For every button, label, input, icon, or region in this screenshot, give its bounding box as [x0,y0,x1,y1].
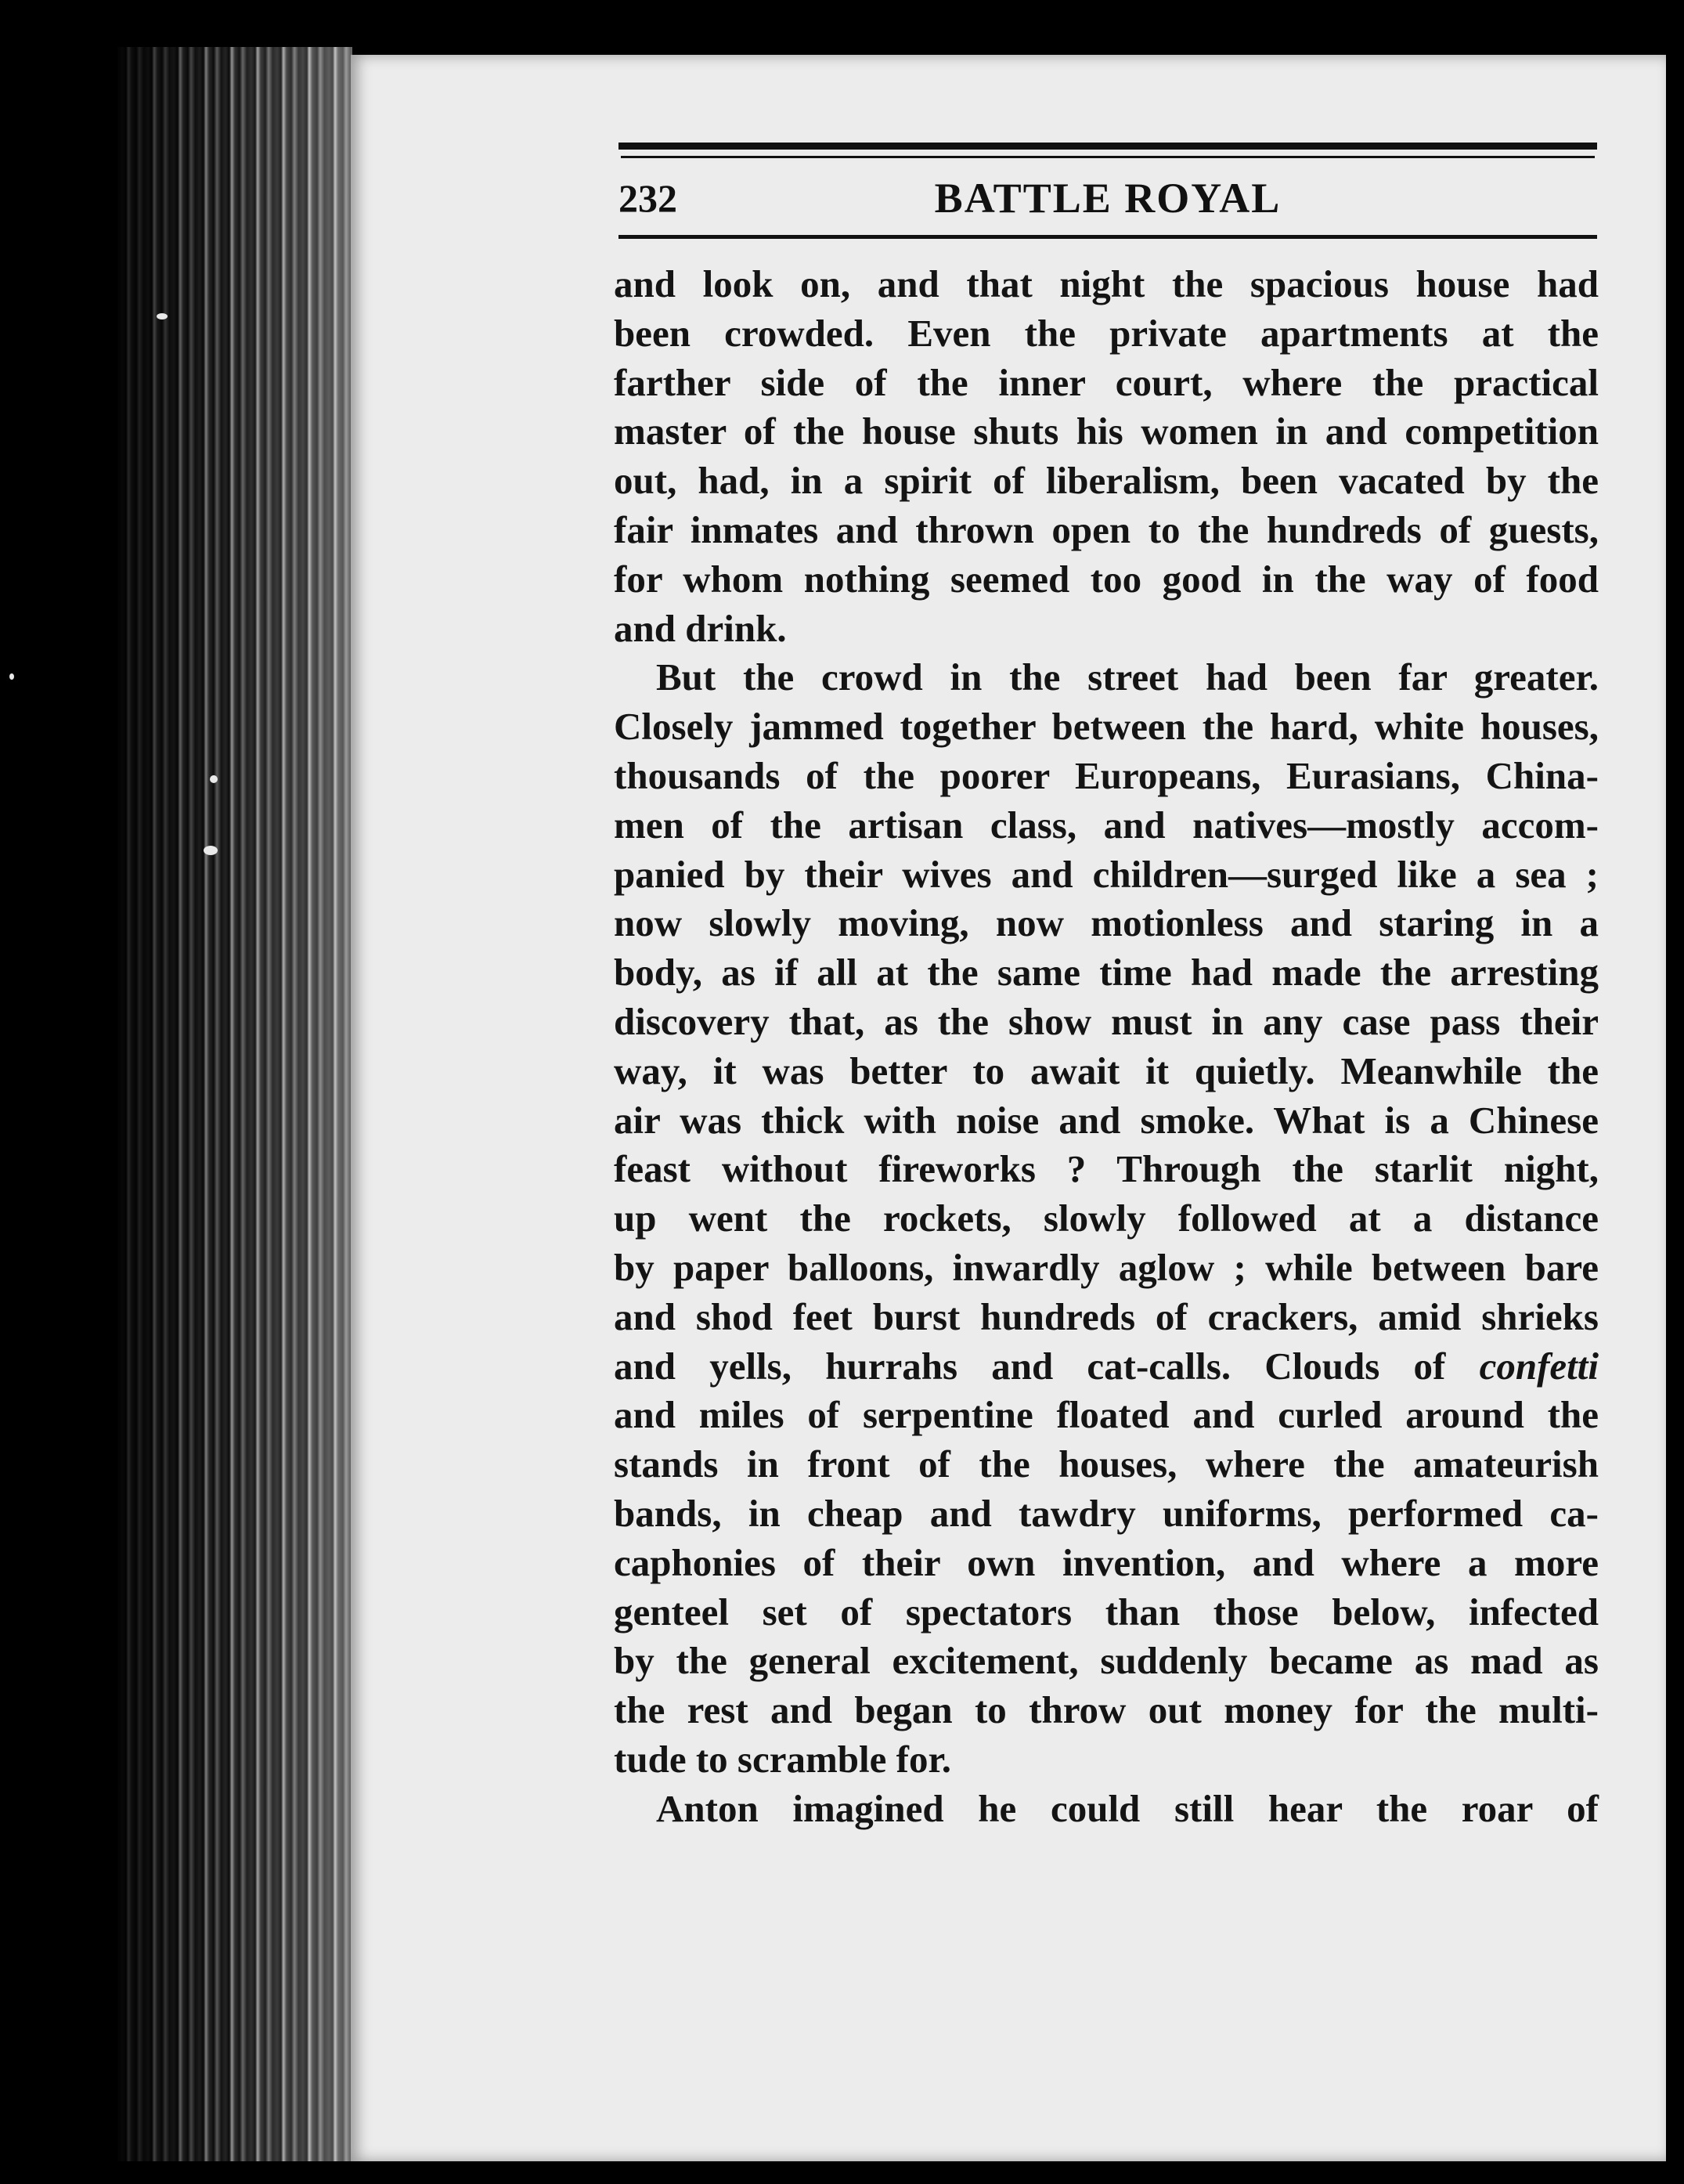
scan-speck [157,313,168,319]
text-line: and drink. [614,606,787,650]
text-line: air was thick with noise and smoke. What is a Chinese [614,1098,1599,1142]
text-line: farther side of the inner court, where the practical [614,360,1599,404]
text-line-with-italic [614,1342,1599,1392]
scan-speck [210,775,218,783]
page-number: 232 [618,176,677,220]
text-line: tude to scramble for. [614,1737,951,1781]
text-line: Anton imagined he could still hear the roar of [656,1786,1599,1830]
text-line: now slowly moving, now motionless and staring in a [614,901,1599,945]
page-edges-binding [117,47,352,2161]
text-line: by paper balloons, inwardly aglow ; while between bare [614,1245,1599,1289]
text-line: men of the artisan class, and natives—mostly accom- [614,803,1599,847]
text-line: thousands of the poorer Europeans, Eurasians, China- [614,753,1599,797]
text-line: Closely jammed together between the hard, white houses, [614,705,1599,749]
text-line: and shod feet burst hundreds of crackers, amid shrieks [614,1294,1599,1338]
text-line: stands in front of the houses, where the amateurish [614,1442,1599,1486]
text-line: panied by their wives and children—surged like a sea ; [614,852,1599,896]
text-line: and look on, and that night the spacious house had [614,262,1599,305]
text-line: up went the rockets, slowly followed at a distance [614,1197,1599,1240]
text-line: the rest and began to throw out money for the multi- [614,1688,1599,1732]
header-double-rule [618,143,1597,150]
text-line: bands, in cheap and tawdry uniforms, performed ca- [614,1491,1599,1535]
running-head: BATTLE ROYAL [934,175,1282,222]
text-line: feast without fireworks ? Through the starlit night, [614,1147,1599,1191]
header-underline-rule [618,235,1597,239]
text-line: discovery that, as the show must in any case pass their [614,999,1599,1043]
text-line: genteel set of spectators than those below, infected [614,1590,1599,1633]
text-fragment: and yells, hurrahs and cat-calls. Clouds of [614,1344,1446,1388]
text-line: way, it was better to await it quietly. Meanwhile the [614,1049,1599,1092]
text-line: by the general excitement, suddenly became as mad as [614,1639,1599,1683]
scan-speck [9,673,14,680]
text-line: master of the house shuts his women in and competition [614,410,1599,453]
text-line: caphonies of their own invention, and where a more [614,1540,1599,1584]
text-line: been crowded. Even the private apartments at the [614,311,1599,355]
text-line: out, had, in a spirit of liberalism, been vacated by the [614,459,1599,503]
text-line: fair inmates and thrown open to the hundreds of guests, [614,507,1599,551]
text-line: body, as if all at the same time had made the arresting [614,951,1599,995]
italic-word: confetti [1479,1344,1599,1388]
body-text [614,260,1599,1834]
text-line: for whom nothing seemed too good in the way of food [614,557,1599,601]
text-line: But the crowd in the street had been far greater. [656,655,1599,699]
scan-speck [204,846,218,855]
text-line: and miles of serpentine floated and curled around the [614,1393,1599,1437]
